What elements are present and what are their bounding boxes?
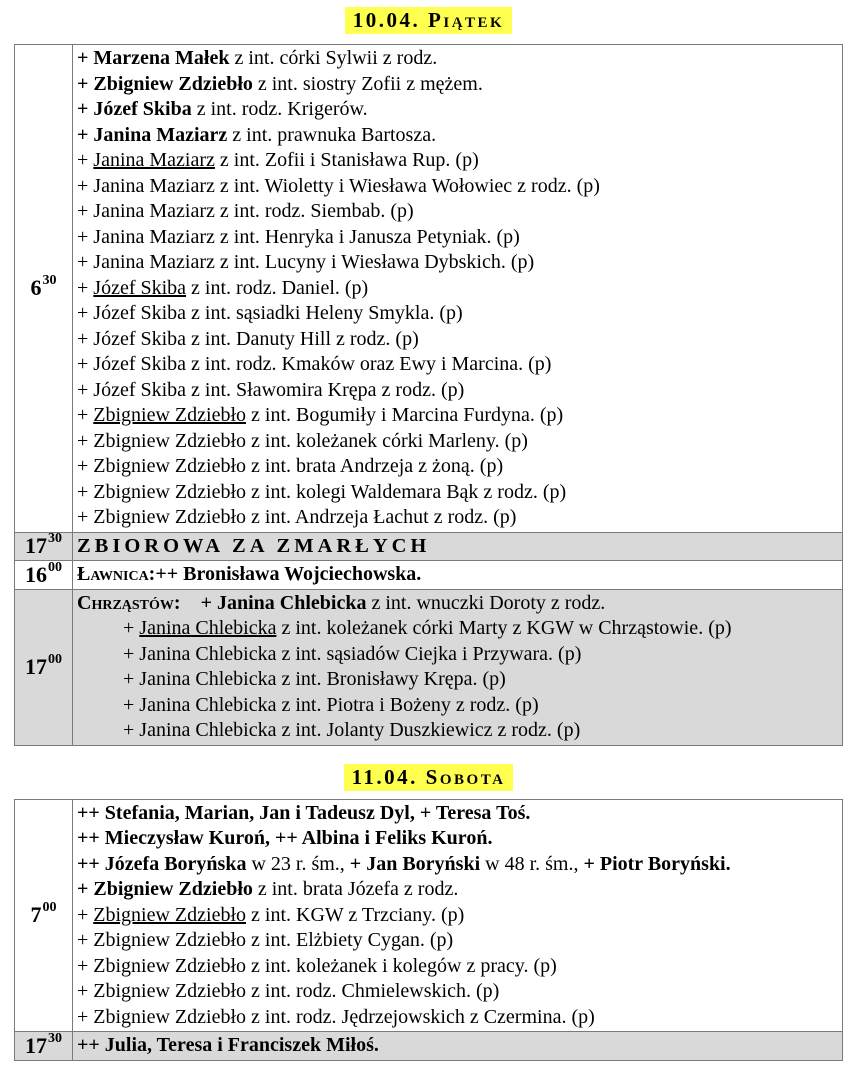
intentions-cell — [73, 45, 842, 532]
time-cell — [15, 1032, 73, 1060]
intention-line — [77, 667, 838, 693]
day-title-saturday: 11.04. Sobota — [344, 764, 514, 791]
day-header-saturday — [14, 764, 843, 791]
text-segment: + Zbigniew Zdziebło — [77, 878, 253, 900]
text-segment: + Janina Chlebicka z int. Bronisławy Krępa. (p) — [123, 668, 506, 690]
text-segment: + Zbigniew Zdziebło z int. koleżanek córki Marleny. (p) — [77, 429, 528, 452]
text-segment: Janina Chlebicka — [139, 617, 277, 639]
text-segment: ++ Józefa Boryńska — [77, 852, 247, 875]
intentions-cell — [73, 800, 842, 1032]
text-segment: w 48 r. śm., — [480, 852, 584, 875]
text-segment: z int. córki Sylwii z rodz. — [229, 47, 438, 69]
text-segment: + Piotr Boryński. — [583, 852, 731, 875]
text-segment: + Janina Chlebicka z int. Piotra i Bożeny z rodz. (p) — [123, 693, 539, 716]
text-segment: + Zbigniew Zdziebło z int. Andrzeja Łachut z rodz. (p) — [77, 506, 517, 528]
text-segment: z int. prawnuka Bartosza. — [227, 123, 437, 146]
intention-line — [77, 562, 838, 588]
text-segment: z int. rodz. Daniel. (p) — [186, 276, 369, 299]
text-segment: + Janina Chlebicka — [200, 591, 367, 614]
day-title-friday: 10.04. Piątek — [345, 7, 512, 34]
intention-line — [77, 718, 838, 744]
text-segment: ++ Julia, Teresa i Franciszek Miłoś. — [77, 1034, 379, 1056]
intention-line — [77, 954, 838, 980]
time-cell — [15, 590, 73, 745]
text-segment: Ławnica: — [77, 563, 156, 585]
text-segment: + Józef Skiba z int. rodz. Kmaków oraz Ewy i Marcina. (p) — [77, 353, 552, 375]
intention-line — [77, 72, 838, 98]
text-segment: + — [123, 617, 140, 639]
text-segment: z int. KGW z Trzciany. (p) — [246, 903, 465, 926]
time-minutes: 00 — [48, 559, 62, 575]
text-segment: + Janina Maziarz z int. Lucyny i Wiesława Dybskich. (p) — [77, 251, 535, 273]
intention-line — [77, 352, 838, 378]
intention-line — [77, 903, 838, 929]
intention-line — [77, 480, 838, 506]
intention-line — [77, 429, 838, 455]
schedule-row — [15, 800, 842, 1032]
text-segment: ++ Stefania, Marian, Jan i Tadeusz Dyl, + Teresa Toś. — [77, 801, 531, 824]
intention-line — [77, 505, 838, 531]
day-section-saturday — [14, 764, 843, 1061]
text-segment: w 23 r. śm., — [246, 852, 350, 875]
intention-line — [77, 46, 838, 72]
intention-line — [77, 276, 838, 302]
schedule-table-saturday — [14, 799, 843, 1061]
time-hour: 6 — [30, 275, 42, 301]
intention-line — [77, 928, 838, 954]
intention-line — [77, 327, 838, 353]
intentions-cell — [73, 590, 842, 745]
text-segment: z int. brata Józefa z rodz. — [252, 878, 459, 900]
intentions-cell — [73, 1032, 842, 1060]
text-segment: + Janina Chlebicka z int. Jolanty Duszkiewicz z rodz. (p) — [123, 719, 581, 741]
text-segment: + — [77, 149, 94, 171]
text-segment: + Józef Skiba z int. Sławomira Krępa z rodz. (p) — [77, 378, 465, 401]
time-hour: 7 — [30, 902, 42, 928]
schedule-row — [15, 45, 842, 532]
intention-line — [77, 148, 838, 174]
schedule-row — [15, 1031, 842, 1060]
text-segment: ZBIOROWA ZA ZMARŁYCH — [77, 534, 431, 557]
text-segment: + — [77, 903, 94, 926]
time-cell — [15, 533, 73, 561]
time-minutes: 00 — [48, 652, 62, 667]
intention-line — [77, 301, 838, 327]
text-segment: ++ Bronisława Wojciechowska. — [155, 563, 422, 585]
text-segment: + — [77, 276, 94, 299]
text-segment: + Józef Skiba z int. Danuty Hill z rodz. (p) — [77, 327, 419, 350]
intention-line — [77, 123, 838, 149]
intention-line — [77, 1033, 838, 1059]
time-minutes: 30 — [48, 1030, 62, 1046]
text-segment: + Zbigniew Zdziebło z int. rodz. Jędrzejowskich z Czermina. (p) — [77, 1005, 595, 1028]
intention-line — [77, 454, 838, 480]
text-segment: + Józef Skiba — [77, 98, 192, 120]
time-cell — [15, 800, 73, 1032]
intention-line — [77, 1005, 838, 1031]
day-header-friday — [14, 7, 843, 34]
text-segment: z int. Bogumiły i Marcina Furdyna. (p) — [246, 404, 564, 426]
text-segment: z int. siostry Zofii z mężem. — [252, 72, 483, 95]
text-segment: Zbigniew Zdziebło — [93, 903, 247, 926]
text-segment: + Zbigniew Zdziebło — [77, 72, 253, 95]
text-segment: Zbigniew Zdziebło — [93, 404, 247, 426]
time-hour: 17 — [25, 654, 47, 679]
time-cell — [15, 561, 73, 589]
text-segment: + Zbigniew Zdziebło z int. Elżbiety Cygan. (p) — [77, 929, 454, 951]
intention-line — [77, 852, 838, 878]
intention-line — [77, 693, 838, 719]
intention-line — [77, 877, 838, 903]
time-minutes: 30 — [42, 273, 57, 289]
intention-line — [77, 826, 838, 852]
text-segment: + Jan Boryński — [349, 852, 481, 875]
intention-line — [77, 979, 838, 1005]
schedule-table-friday — [14, 44, 843, 746]
intention-line — [77, 97, 838, 123]
text-segment: + Janina Maziarz z int. Henryka i Janusza Petyniak. (p) — [77, 225, 520, 248]
text-segment: + Janina Maziarz z int. Wioletty i Wiesława Wołowiec z rodz. (p) — [77, 174, 600, 197]
intention-line — [77, 616, 838, 642]
schedule-row — [15, 589, 842, 745]
text-segment: + Marzena Małek — [77, 47, 230, 69]
text-segment: + Janina Maziarz — [77, 123, 228, 146]
time-cell — [15, 45, 73, 532]
time-hour: 17 — [25, 1032, 47, 1058]
intention-line — [77, 250, 838, 276]
day-section-friday — [14, 7, 843, 746]
intention-line — [77, 225, 838, 251]
text-segment: z int. rodz. Krigerów. — [191, 98, 368, 120]
text-segment: z int. koleżanek córki Marty z KGW w Chrząstowie. (p) — [276, 617, 732, 639]
text-segment: Chrząstów: — [77, 591, 181, 614]
text-segment: + Zbigniew Zdziebło z int. koleżanek i kolegów z pracy. (p) — [77, 954, 557, 977]
text-segment: ++ Mieczysław Kuroń, ++ Albina i Feliks Kuroń. — [77, 827, 493, 849]
text-segment — [181, 592, 201, 614]
intention-line — [77, 534, 838, 560]
intention-line — [77, 403, 838, 429]
intentions-cell — [73, 533, 842, 561]
text-segment: + Zbigniew Zdziebło z int. brata Andrzeja z żoną. (p) — [77, 455, 504, 477]
intention-line — [77, 642, 838, 668]
text-segment: Józef Skiba — [93, 276, 187, 299]
schedule-row — [15, 560, 842, 589]
text-segment: z int. Zofii i Stanisława Rup. (p) — [214, 149, 479, 171]
time-minutes: 30 — [48, 531, 62, 547]
text-segment: + Józef Skiba z int. sąsiadki Heleny Smykla. (p) — [77, 302, 463, 324]
text-segment: z int. wnuczki Doroty z rodz. — [366, 591, 606, 614]
text-segment: + Janina Maziarz z int. rodz. Siembab. (p) — [77, 200, 414, 222]
time-hour: 17 — [25, 533, 47, 559]
time-hour: 16 — [25, 561, 47, 587]
text-segment: + — [77, 404, 94, 426]
time-minutes: 00 — [42, 900, 57, 916]
schedule-row — [15, 532, 842, 561]
text-segment: + Zbigniew Zdziebło z int. rodz. Chmielewskich. (p) — [77, 980, 500, 1002]
intention-line — [77, 174, 838, 200]
text-segment: + Zbigniew Zdziebło z int. kolegi Waldemara Bąk z rodz. (p) — [77, 480, 567, 503]
intention-line — [77, 591, 838, 617]
intention-line — [77, 199, 838, 225]
text-segment: Janina Maziarz — [93, 149, 215, 171]
intention-line — [77, 378, 838, 404]
text-segment: + Janina Chlebicka z int. sąsiadów Ciejka i Przywara. (p) — [123, 642, 582, 665]
intention-line — [77, 801, 838, 827]
intentions-cell — [73, 561, 842, 589]
